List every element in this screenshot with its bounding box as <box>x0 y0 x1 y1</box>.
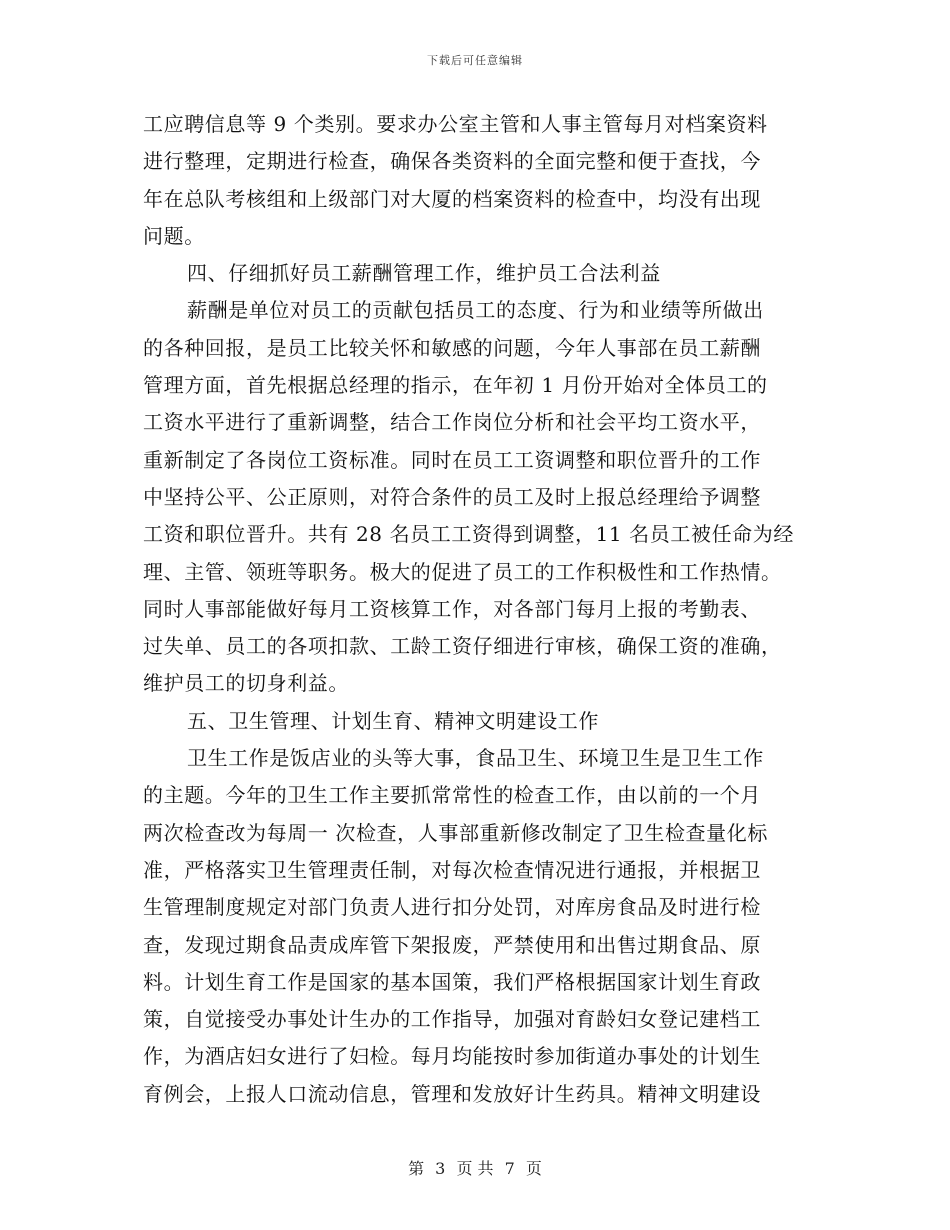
section-heading: 四、仔细抓好员工薪酬管理工作，维护员工合法利益 <box>187 261 661 286</box>
text-line: 工应聘信息等 9 个类别。要求办公室主管和人事主管每月对档案资料 <box>143 112 768 136</box>
text-line: 作，为酒店妇女进行了妇检。每月均能按时参加街道办事处的计划生 <box>143 1044 761 1069</box>
paragraph-start: 卫生工作是饭店业的头等大事，食品卫生、环境卫生是卫生工作 <box>187 746 764 771</box>
text-line: 策，自觉接受办事处计生办的工作指导，加强对育龄妇女登记建档工 <box>143 1007 761 1032</box>
text-line: 过失单、员工的各项扣款、工龄工资仔细进行审核，确保工资的准确， <box>143 634 782 659</box>
text-line: 料。计划生育工作是国家的基本国策，我们严格根据国家计划生育政 <box>143 969 761 994</box>
text-line: 工资和职位晋升。共有 28 名员工工资得到调整，11 名员工被任命为经 <box>143 522 794 547</box>
text-line: 两次检查改为每周一 次检查，人事部重新修改制定了卫生检查量化标 <box>143 820 768 845</box>
section-heading: 五、卫生管理、计划生育、精神文明建设工作 <box>187 708 599 733</box>
document-body <box>143 106 811 1113</box>
text-line: 查，发现过期食品责成库管下架报废，严禁使用和出售过期食品、原 <box>143 932 761 957</box>
text-line: 中坚持公平、公正原则，对符合条件的员工及时上报总经理给予调整 <box>143 484 761 509</box>
footer-middle: 页 共 <box>456 1159 494 1178</box>
text-line: 生管理制度规定对部门负责人进行扣分处罚，对库房食品及时进行检 <box>143 895 761 920</box>
text-line: 年在总队考核组和上级部门对大厦的档案资料的检查中，均没有出现 <box>143 186 761 211</box>
footer-prefix: 第 <box>408 1159 425 1178</box>
footer-page-number: 3 <box>435 1159 446 1178</box>
page-header: 下载后可任意编辑 <box>427 54 523 67</box>
text-line: 理、主管、领班等职务。极大的促进了员工的工作积极性和工作热情。 <box>143 559 782 584</box>
text-line: 准，严格落实卫生管理责任制，对每次检查情况进行通报，并根据卫 <box>143 857 761 882</box>
text-line: 维护员工的切身利益。 <box>143 671 349 696</box>
text-line: 重新制定了各岗位工资标准。同时在员工工资调整和职位晋升的工作 <box>143 447 761 472</box>
page-footer <box>0 1156 950 1179</box>
paragraph-start: 薪酬是单位对员工的贡献包括员工的态度、行为和业绩等所做出 <box>187 298 764 323</box>
footer-total-pages: 7 <box>504 1159 515 1178</box>
text-line: 的主题。今年的卫生工作主要抓常常性的检查工作，由以前的一个月 <box>143 783 761 808</box>
text-line: 进行整理，定期进行检查，确保各类资料的全面完整和便于查找，今 <box>143 149 761 174</box>
text-line: 问题。 <box>143 223 205 248</box>
text-line: 管理方面，首先根据总经理的指示，在年初 1 月份开始对全体员工的 <box>143 373 768 398</box>
text-line: 育例会，上报人口流动信息，管理和发放好计生药具。精神文明建设 <box>143 1081 761 1106</box>
footer-suffix: 页 <box>525 1159 542 1178</box>
text-line: 工资水平进行了重新调整，结合工作岗位分析和社会平均工资水平， <box>143 410 761 435</box>
text-line: 同时人事部能做好每月工资核算工作，对各部门每月上报的考勤表、 <box>143 596 761 621</box>
text-line: 的各种回报，是员工比较关怀和敏感的问题，今年人事部在员工薪酬 <box>143 335 761 360</box>
